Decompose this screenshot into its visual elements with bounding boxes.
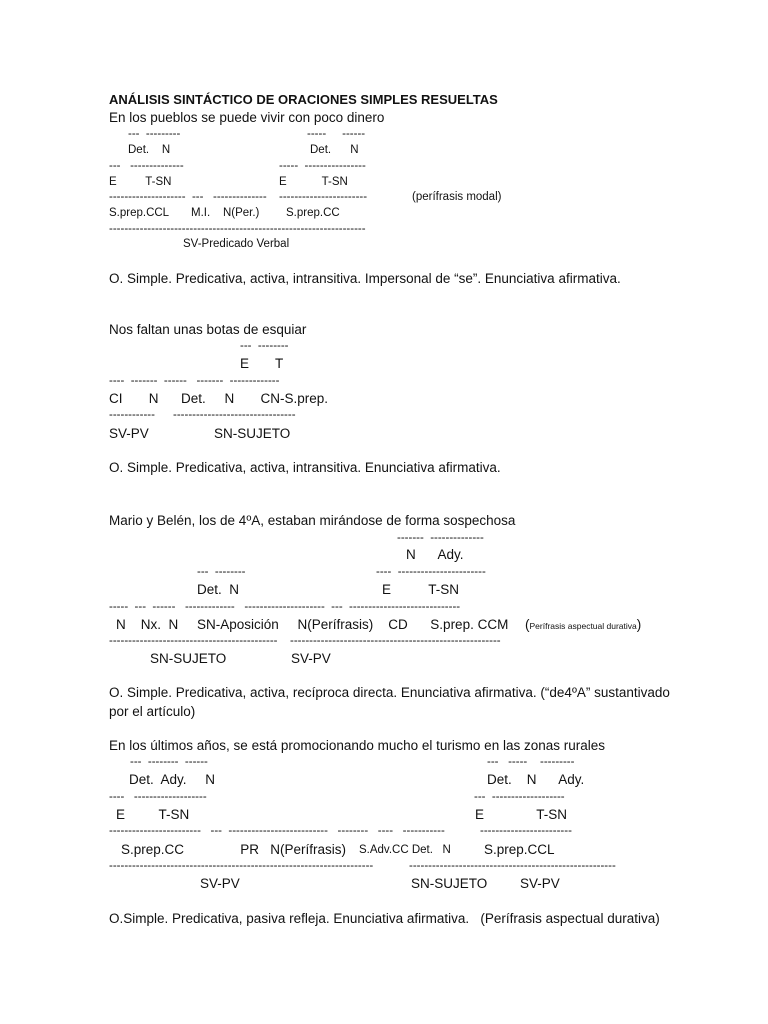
s3-analysis: O. Simple. Predicativa, activa, recíproca directa. Enunciativa afirmativa. (“de4ºA” sustantivado [109,685,670,700]
s3-label: Det. N [197,582,240,597]
sentence-1: En los pueblos se puede vivir con poco dinero [109,110,385,125]
s1-label: Det. N [128,144,171,156]
s2-subject-label: SN-SUJETO [214,426,291,441]
s1-label: E T-SN [109,176,172,188]
s3-dash-line: -------------------------------------------- [109,635,278,647]
s1-periphrasis-note: (perífrasis modal) [412,191,502,203]
s4-dash-line: --- ----- --------- [487,756,575,768]
s2-dash-line: ---- ------- ------ ------- ------------- [109,375,280,387]
s1-dash-line: --- --------- [128,128,181,140]
s1-dash-line: ----- ------ [307,128,366,140]
s3-dash-line: ----- --- ------ ------------- --------------------- --- ----------------------------- [109,601,461,613]
sentence-3: Mario y Belén, los de 4ºA, estaban mirándose de forma sospechosa [109,513,516,528]
s1-dash-line: ------------------------------------------------------------------- [109,223,366,235]
s3-label: E T-SN [382,582,460,597]
s4-dash-line: --- ------------------- [474,791,565,803]
s4-function-labels: S.prep.CC PR N(Perífrasis) [121,842,347,857]
s3-label: N Ady. [406,547,464,562]
s4-dash-line: --- -------- ------ [130,756,208,768]
s4-label: Det. Ady. N [129,772,216,787]
s1-dash-line: -------------------- --- -------------- [109,191,267,203]
s1-dash-line: ----------------------- [279,191,368,203]
s4-dash-line: ---- ------------------- [109,791,207,803]
s1-label: E T-SN [279,176,348,188]
s1-predicate-label: SV-Predicado Verbal [183,238,290,250]
sentence-2: Nos faltan unas botas de esquiar [109,322,307,337]
s3-dash-line: ---- ----------------------- [376,566,486,578]
s3-function-labels: N Nx. N SN-Aposición N(Perífrasis) CD S.prep. CCM [116,617,509,632]
s3-predicate-label: SV-PV [291,651,331,666]
s2-dash-line: --- -------- [240,340,289,352]
s1-function-labels: S.prep.CCL M.I. N(Per.) [109,207,260,219]
s4-function-labels: S.prep.CCL [484,842,555,857]
s1-function-labels: S.prep.CC [286,207,340,219]
sentence-4: En los últimos años, se está promocionando mucho el turismo en las zonas rurales [109,738,605,753]
s3-dash-line: ------------------------------------------------------- [290,635,501,647]
s2-predicate-label: SV-PV [109,426,149,441]
s3-periphrasis-note: (Perífrasis aspectual durativa) [525,617,642,632]
s2-dash-line: ------------ [109,409,155,421]
s3-subject-label: SN-SUJETO [150,651,227,666]
s1-dash-line: --- -------------- [109,160,184,172]
s4-dash-line: ------------------------------------------------------ [409,860,616,872]
s4-analysis: O.Simple. Predicativa, pasiva refleja. Enunciativa afirmativa. (Perífrasis aspectual durativa) [109,911,660,926]
s4-predicate-label: SV-PV [200,876,240,891]
s4-dash-line: --------------------------------------------------------------------- [109,860,374,872]
s2-analysis: O. Simple. Predicativa, activa, intransitiva. Enunciativa afirmativa. [109,460,501,475]
s4-subject-label: SN-SUJETO [411,876,488,891]
s1-dash-line: ----- ---------------- [279,160,366,172]
s4-label: E T-SN [116,807,190,822]
s3-dash-line: --- -------- [197,566,246,578]
s4-dash-line: ------------------------ [480,825,572,837]
s4-function-labels: S.Adv.CC Det. N [359,844,451,856]
s4-label: Det. N Ady. [487,772,585,787]
s1-label: Det. N [310,144,359,156]
page-title: ANÁLISIS SINTÁCTICO DE ORACIONES SIMPLES RESUELTAS [109,92,498,107]
s3-analysis: por el artículo) [109,704,196,719]
s4-dash-line: ------------------------ --- -------------------------- -------- ---- ----------- [109,825,445,837]
s2-dash-line: -------------------------------- [173,409,296,421]
s1-analysis: O. Simple. Predicativa, activa, intransitiva. Impersonal de “se”. Enunciativa afirmativa. [109,271,621,286]
s3-dash-line: ------- -------------- [397,532,484,544]
s4-label: E T-SN [475,807,568,822]
s2-function-labels: CI N Det. N CN-S.prep. [109,391,329,406]
s2-label: E T [240,356,284,371]
s4-predicate-label: SV-PV [520,876,560,891]
